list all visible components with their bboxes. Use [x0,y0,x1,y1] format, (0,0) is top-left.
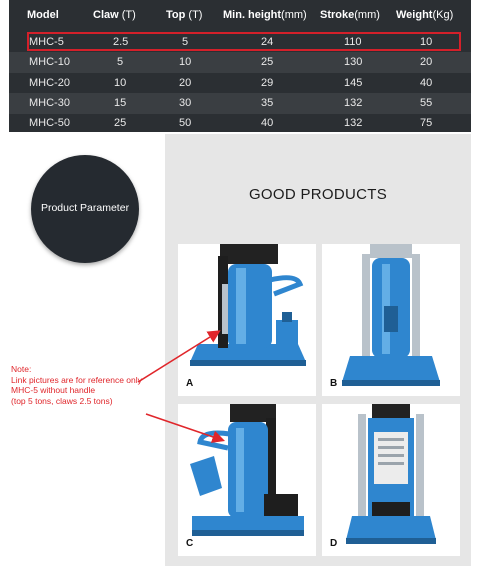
cell-stroke: 130 [344,56,363,68]
photo-label-c: C [186,538,194,549]
photo-label-a: A [186,378,194,389]
header-stroke: Stroke(mm) [320,9,380,21]
section-title: GOOD PRODUCTS [248,186,388,203]
cell-top: 20 [179,77,192,89]
note-line: MHC-5 without handle [11,385,96,395]
cell-min-height: 25 [261,56,274,68]
cell-min-height: 29 [261,77,274,89]
cell-stroke: 132 [344,117,363,129]
header-weight: Weight(Kg) [396,9,454,21]
cell-model: MHC-20 [29,77,70,89]
cell-weight: 55 [420,97,433,109]
badge-label: Product Parameter [40,202,130,214]
cell-min-height: 40 [261,117,274,129]
cell-claw: 15 [114,97,127,109]
cell-top: 50 [179,117,192,129]
note-line: Note: [11,364,32,374]
cell-model: MHC-10 [29,56,70,68]
cell-stroke: 145 [344,77,363,89]
header-claw: Claw (T) [93,9,136,21]
cell-weight: 10 [420,36,433,48]
cell-top: 5 [182,36,189,48]
header-min-height: Min. height(mm) [223,9,307,21]
cell-stroke: 132 [344,97,363,109]
cell-weight: 40 [420,77,433,89]
cell-top: 10 [179,56,192,68]
cell-weight: 75 [420,117,433,129]
note-line: (top 5 tons, claws 2.5 tons) [11,395,113,406]
header-model: Model [27,9,59,21]
reference-note [11,364,142,406]
note-line: Link pictures are for reference only [11,374,142,385]
cell-min-height: 24 [261,36,274,48]
cell-claw: 2.5 [113,36,129,48]
photo-label-d: D [330,538,338,549]
arrow-to-photo-a [138,332,218,382]
cell-stroke: 110 [344,36,362,48]
cell-model: MHC-50 [29,117,70,129]
cell-weight: 20 [420,56,433,68]
cell-min-height: 35 [261,97,274,109]
cell-model: MHC-30 [29,97,70,109]
cell-claw: 25 [114,117,127,129]
header-top: Top (T) [166,9,203,21]
cell-top: 30 [179,97,192,109]
cell-model: MHC-5 [29,36,64,48]
cell-claw: 5 [117,56,124,68]
arrow-to-photo-c [146,414,222,440]
photo-label-b: B [330,378,338,389]
cell-claw: 10 [114,77,127,89]
